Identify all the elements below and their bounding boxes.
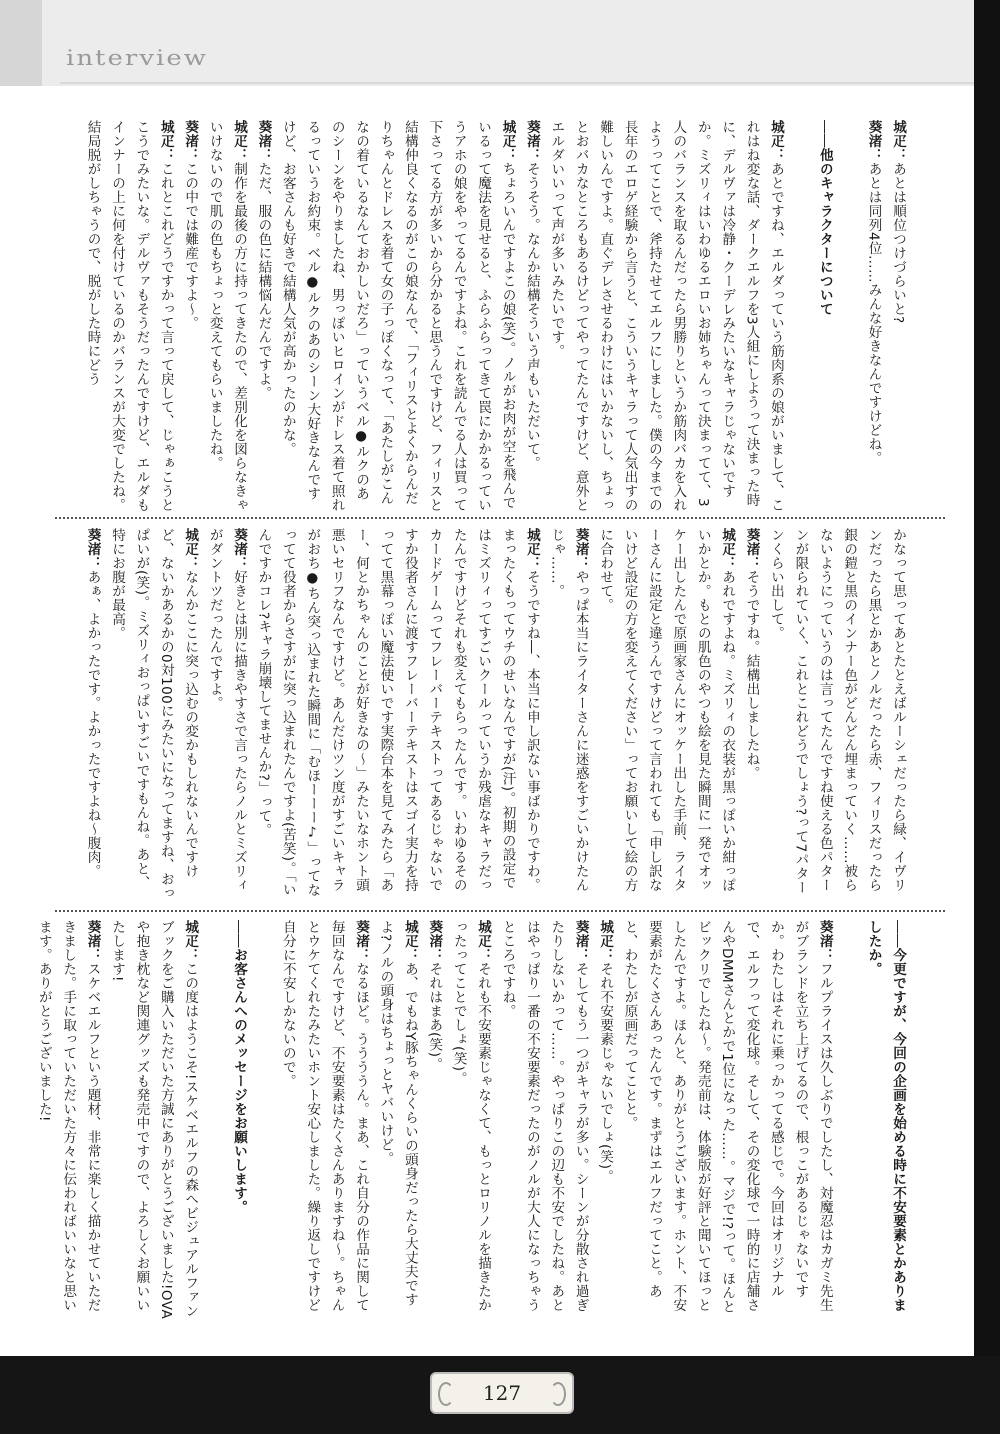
dialogue-text: スケベエルフという題材、非常に楽しく描かせていただきました。手に取っていただいた方々に伝わればいいなと思います。ありがとうございました! xyxy=(35,920,101,1312)
dialogue-line xyxy=(446,920,495,1320)
paragraph-gap xyxy=(837,120,861,512)
dotted-divider xyxy=(55,910,945,912)
dialogue-line xyxy=(31,920,104,1320)
dialogue-text: あとですね、エルダっていう筋肉系の娘がいまして、これはね変な話、ダークエルフを3人組にしようって決まった時に、デルヴァは冷静・クーデレみたいなキャラじゃないですか。ミズリィはいわゆるエロいお姉ちゃんって決まってて、3人のバランスを取るんだったら男勝りというか筋肉バカを入れようってことで、斧持たせてエルフにしました。僕の今までの長年のエロゲ経験から言うと、こういうキャラって人気出すの難しいんですよ。直ぐデレさせるわけにはいかないし、ちょっとおバカなところもあるけどってやってたんですけど、意外とエルダいいって声が多いみたいです。 xyxy=(548,120,784,512)
dialogue-text: なんかここに突っ込むの変かもしれないんですけど、ないかあるかの0対100にみたいになってますね、おっぱいが(笑)。ミズリィおっぱいすごいですもんね。あと、特にお腹が最高。 xyxy=(109,528,199,901)
dialogue-text: フルプライスは久しぶりでしたし、対魔忍はカガミ先生がブランドを立ち上げてるので、根っこがあるじゃないですか。わたしはそれに乗っかってる感じで。今回はオリジナルで、エルフって変化球。そして、その変化球で一時的に店舗さんやDMMさんとかで1位になった……。マジで!?って。ほんとビックリでしたね～。発売前は、体験版が好評と聞いてほっとしたんですよ。ほんと、ありがとうございます。ホント、不安要素がたくさんあったんです。まずはエルフだってこと。あと、わたしが原画だってことと。 xyxy=(621,920,833,1314)
paragraph-gap xyxy=(788,120,812,512)
dialogue-line xyxy=(275,120,519,512)
dialogue-line xyxy=(495,920,593,1320)
dialogue-text: そうですね。結構出しましたね。 xyxy=(743,570,760,780)
dialogue-text: この中では難産ですよ～。 xyxy=(182,162,199,330)
dialogue-line xyxy=(202,120,251,512)
speaker-name: 葵渚： xyxy=(743,528,760,570)
speaker-name: 葵渚： xyxy=(523,120,540,162)
heading-text: 他のキャラクターについて xyxy=(816,148,833,316)
dialogue-text: ただ、服の色に結構悩んだんですよ。 xyxy=(255,162,272,400)
speaker-name: 城疋： xyxy=(523,528,540,570)
paragraph-gap xyxy=(251,920,275,1320)
dialogue-line xyxy=(275,920,373,1320)
dialogue-text: そうそう。なんか結構そういう声もいただいて。 xyxy=(523,162,540,470)
text-block-bottom xyxy=(35,920,910,1320)
page-number: 127 xyxy=(482,1381,522,1405)
dialogue-text: あれですよね。ミズリィの衣装が黒っぽいか紺っぽいかとか。もとの肌色のやつも絵を見た瞬間に一発でオッケー出したんで原画家さんにオッケー出した手前、ライターさんに設定と違うんですけどって言われても「申し訳ないけど設定の方を変えてください」ってお願いして絵の方に合わせて。 xyxy=(597,528,736,892)
dialogue-text: 制作を最後の方に持ってきたので、差別化を図らなきゃいけないので肌の色もちょっと変えてもらいましたね。 xyxy=(206,120,248,512)
dialogue-text: なるほど。ううううん。まあ、これ自分の作品に関して毎回なんですけど、不安要素はたくさんありますね～。ちゃんとウケてくれたみたいホント安心しました。繰り返しですけど自分に不安しかないので。 xyxy=(279,920,370,1312)
speaker-name: 葵渚： xyxy=(255,120,272,162)
dialogue-line xyxy=(520,120,544,512)
speaker-name: 城疋： xyxy=(719,528,736,570)
dialogue-text: この度はようこそ!スケベエルフの森へビジュアルファンブックをご購入いただいた方誠にありがとうございました!OVAや抱き枕など関連グッズも発売中ですので、よろしくお願いいたします! xyxy=(109,920,199,1320)
dialogue-text: やっぱ本当にライターさんに迷惑をすごいかけたんじゃ……。 xyxy=(548,528,589,892)
speaker-name: 城疋： xyxy=(157,120,174,162)
question-heading xyxy=(861,920,910,1320)
question-heading xyxy=(227,920,251,1320)
dialogue-line xyxy=(886,120,910,512)
dialogue-text: それはまあ(笑)。 xyxy=(426,962,443,1072)
dialogue-line xyxy=(80,528,104,903)
paragraph-gap xyxy=(837,920,861,1320)
dialogue-line xyxy=(178,120,202,512)
dialogue-text: ちょろいんですよこの娘(笑)。ノルがお肉が空を飛んでいるって魔法を見せると、ふらふらってきて罠にかかるっていうアホの娘をやってるんですよね。これを読んでる人は買って下さってる方が多いから分かると思うんですけど、フィリスと結構仲良くなるのがこの娘なんで、「フィリスとよくからんだりちゃんとドレスを着て女の子っぽくなって、「あたしがこんなの着ているなんておかしいだろ」っていうベル●ルクのあのシーンをやりましたね、男っぽいヒロインがドレス着て照れるっていうお約束。ベル●ルクのあのシーン大好きなんですけど、お客さんも好きで結構人気が高かったのかな。 xyxy=(279,120,516,512)
dialogue-line xyxy=(80,120,178,512)
text-block-middle xyxy=(55,528,910,903)
speaker-name: 葵渚： xyxy=(816,920,833,962)
header-rule xyxy=(60,82,990,84)
dialogue-text: あ、でもねY豚ちゃんくらいの頭身だったら大丈夫ですよ?ノルの頭身はちょっとヤバいけど。 xyxy=(377,920,418,1307)
dialogue-line xyxy=(202,528,251,903)
continued-paragraph: かなって思ってあとたとえばルーシェだったら緑、イヴリンだったら黒とかあとノルだったら赤、フィリスだったら銀の鎧と黒のインナー色がどんどん埋まっていく……被らないようにっていうのは言ってたんですね使える色パターンが限られていく、これとこれどうでしょう?って7パターンくらい出して。 xyxy=(767,528,906,895)
speaker-name: 城疋： xyxy=(401,920,418,962)
dialogue-text: それ不安要素じゃないでしょ(笑)。 xyxy=(597,962,614,1184)
dialogue-line xyxy=(861,120,885,512)
speaker-name: 葵渚： xyxy=(84,920,101,962)
dialogue-line xyxy=(739,528,763,903)
dialogue-text: これとこれどうですかって言って戻して、じゃぁこうとこうでみたいな。デルヴァもそうだったんですけど、エルダもインナーの上に何を付けているのかバランスが大変でしたね。結局脱がしちゃうので、脱がした時にどう xyxy=(84,120,174,512)
speaker-name: 城疋： xyxy=(890,120,906,162)
dialogue-text: あぁ、よかったです。よかったですよね～腹肉。 xyxy=(84,570,101,878)
speaker-name: 葵渚： xyxy=(865,120,882,162)
page-edge xyxy=(974,0,1000,1434)
speaker-name: 葵渚： xyxy=(426,920,443,962)
dialogue-line xyxy=(544,120,788,512)
speaker-name: 城疋： xyxy=(499,120,516,162)
vertical-text-column xyxy=(35,920,910,1320)
dialogue-line xyxy=(617,920,837,1320)
speaker-name: 城疋： xyxy=(182,528,199,570)
dialogue-line xyxy=(105,528,203,903)
dialogue-text: そうですね―、本当に申し訳ない事ばかりですわ。まったくもってウチのせいなんですが(汗)。初期の設定ではミズリィってすごいクールっていうか残虐なキャラだったんですけどそれも変えてもらったんです。いわゆるそのカードゲームってフレーバーテキストってあるじゃないですか役者さんに渡すフレーバーテキストはスゴイ実力を持ってて黒幕っぽい魔法使いです実際台本を見てみたら「あー、何とかちゃんのことが好きなの～」みたいなホント頭悪いセリフなんですけど。あんだけツン度がすごいキャラがおち●ちん突っ込まれた瞬間に「むほーーー♪」ってなってて役者からさすがに突っ込まれたんですよ(苦笑)。「いんですかコレ?キャラ崩壊してませんか?」って。 xyxy=(255,528,540,897)
vertical-text-column xyxy=(55,528,910,903)
header-corner-mark xyxy=(0,0,42,86)
dotted-divider xyxy=(55,517,945,519)
dialogue-text: あとは順位つけづらいと? xyxy=(890,162,906,324)
dialogue-line xyxy=(422,920,446,1320)
speaker-name: 葵渚： xyxy=(572,920,589,962)
speaker-name: 城疋： xyxy=(767,120,784,162)
question-heading xyxy=(812,120,836,512)
dialogue-line xyxy=(593,920,617,1320)
speaker-name: 城疋： xyxy=(182,920,199,962)
dialogue-text: そしてもう一つがキャラが多い。シーンが分散され過ぎたりしないかって……。やっぱりこの辺も不安でしたね。あとはやっぱり一番の不安要素だったのがノルが大人になっちゃうところですね。 xyxy=(499,920,589,1312)
dialogue-text: 好きとは別に描きやすさで言ったらノルとミズリィがダントツだったんですよ。 xyxy=(206,528,248,892)
paragraph-gap xyxy=(202,920,226,1320)
heading-text: 今更ですが、今回の企画を始める時に不安要素とかありましたか。 xyxy=(865,920,906,1312)
vertical-text-column xyxy=(55,120,910,512)
section-title: interview xyxy=(66,46,208,71)
speaker-name: 葵渚： xyxy=(231,528,248,570)
heading-dash: ―― xyxy=(890,920,906,948)
dialogue-line xyxy=(544,528,593,903)
page-number-plate xyxy=(430,1372,574,1414)
dialogue-line xyxy=(593,528,739,903)
speaker-name: 葵渚： xyxy=(572,528,589,570)
speaker-name: 城疋： xyxy=(231,120,248,162)
dialogue-text: あとは同列4位……みんな好きなんですけどね。 xyxy=(865,162,882,466)
header-band xyxy=(0,0,1000,86)
text-block-top xyxy=(55,120,910,512)
dialogue-line xyxy=(251,528,544,903)
speaker-name: 葵渚： xyxy=(182,120,199,162)
heading-text: お客さんへのメッセージをお願いします。 xyxy=(231,948,248,1214)
heading-dash: ―― xyxy=(231,920,248,948)
speaker-name: 城疋： xyxy=(597,920,614,962)
heading-dash: ―― xyxy=(816,120,833,148)
speaker-name: 葵渚： xyxy=(353,920,370,962)
dialogue-line xyxy=(105,920,203,1320)
dialogue-line xyxy=(251,120,275,512)
dialogue-line xyxy=(373,920,422,1320)
dialogue-text: それも不安要素じゃなくて、もっとロリノルを描きたかったってことでしょ(笑)。 xyxy=(450,920,492,1312)
speaker-name: 城疋： xyxy=(475,920,492,962)
speaker-name: 葵渚： xyxy=(84,528,101,570)
